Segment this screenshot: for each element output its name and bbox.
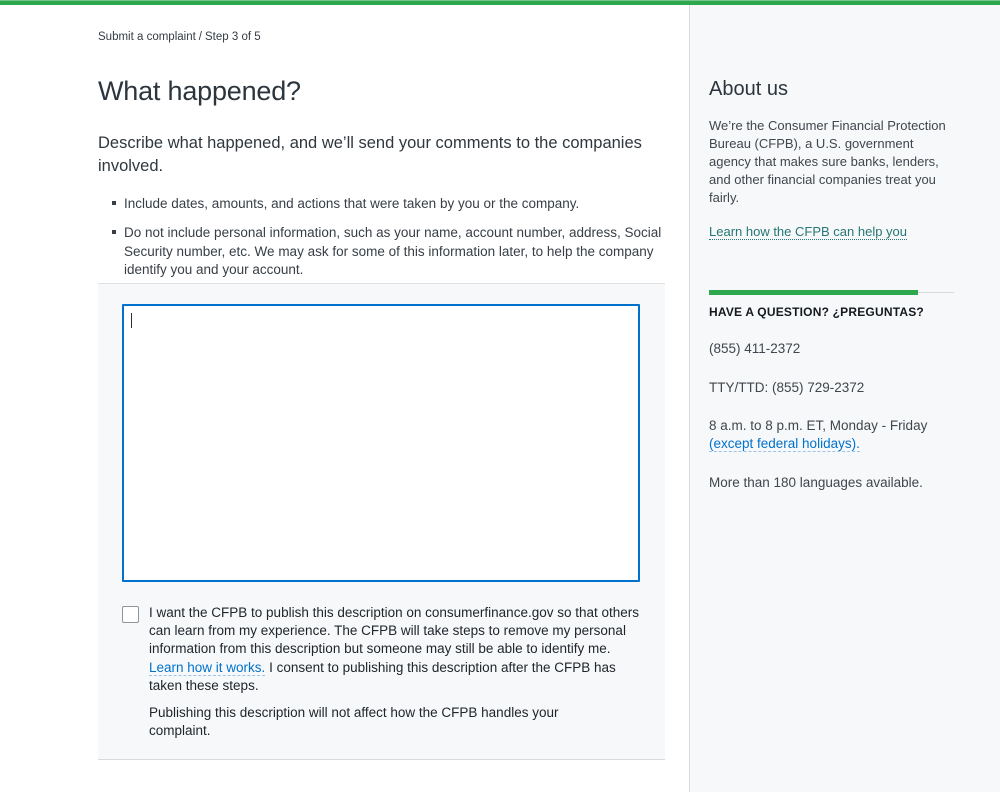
publish-consent-checkbox[interactable] xyxy=(122,606,139,623)
consent-text xyxy=(149,604,641,695)
consent-text-before: I want the CFPB to publish this description on consumerfinance.gov so that others can learn from my experience. The CFPB will take steps to remove my personal information from this description but someone may still be able to identify me. xyxy=(149,605,640,657)
divider-green-bar xyxy=(709,290,918,295)
about-us-heading: About us xyxy=(709,78,788,100)
complaint-description-textarea[interactable] xyxy=(122,304,640,582)
hours-text: 8 a.m. to 8 p.m. ET, Monday - Friday xyxy=(709,418,928,434)
breadcrumb-separator: / xyxy=(198,31,202,43)
languages-info: More than 180 languages available. xyxy=(709,474,923,490)
federal-holidays-link[interactable]: (except federal holidays). xyxy=(709,436,860,452)
list-item xyxy=(98,224,665,279)
contact-heading: HAVE A QUESTION? ¿PREGUNTAS? xyxy=(709,304,924,319)
cfpb-help-link[interactable]: Learn how the CFPB can help you xyxy=(709,223,908,239)
breadcrumb xyxy=(98,31,665,43)
sidebar-content xyxy=(709,78,954,492)
tty-number: TTY/TTD: (855) 729-2372 xyxy=(709,379,865,395)
breadcrumb-link-submit-a-complaint[interactable]: Submit a complaint xyxy=(98,31,196,43)
section-divider xyxy=(709,290,954,295)
learn-how-it-works-link[interactable]: Learn how it works. xyxy=(149,659,266,675)
list-item xyxy=(98,195,665,213)
consent-text-after: I consent to publishing this description after the CFPB has taken these steps. xyxy=(149,659,616,693)
description-field-wrap xyxy=(122,304,640,582)
about-us-text: We’re the Consumer Financial Protection Bureau (CFPB), a U.S. government agency that makes sure banks, lenders, and other financial companies treat you fairly. xyxy=(709,118,946,205)
page-title: What happened? xyxy=(98,76,301,106)
guideline-text: Do not include personal information, such as your name, account number, address, Social Security number, etc. We may ask for some of this information later, to help the company identify you and your account. xyxy=(124,225,662,277)
hours-info xyxy=(709,417,954,453)
main-content xyxy=(98,5,665,739)
phone-number: (855) 411-2372 xyxy=(709,340,801,356)
publish-consent-row xyxy=(122,604,641,695)
intro-text: Describe what happened, and we’ll send your comments to the companies involved. xyxy=(98,134,642,176)
guideline-text: Include dates, amounts, and actions that were taken by you or the company. xyxy=(124,195,580,211)
publish-note: Publishing this description will not affect how the CFPB handles your complaint. xyxy=(149,705,559,739)
guidelines-list xyxy=(98,195,665,279)
text-cursor xyxy=(131,313,132,328)
breadcrumb-step: Step 3 of 5 xyxy=(205,31,261,43)
description-form-panel xyxy=(98,283,665,760)
bullet-marker xyxy=(112,230,116,234)
sidebar xyxy=(689,5,1000,792)
bullet-marker xyxy=(112,201,116,205)
